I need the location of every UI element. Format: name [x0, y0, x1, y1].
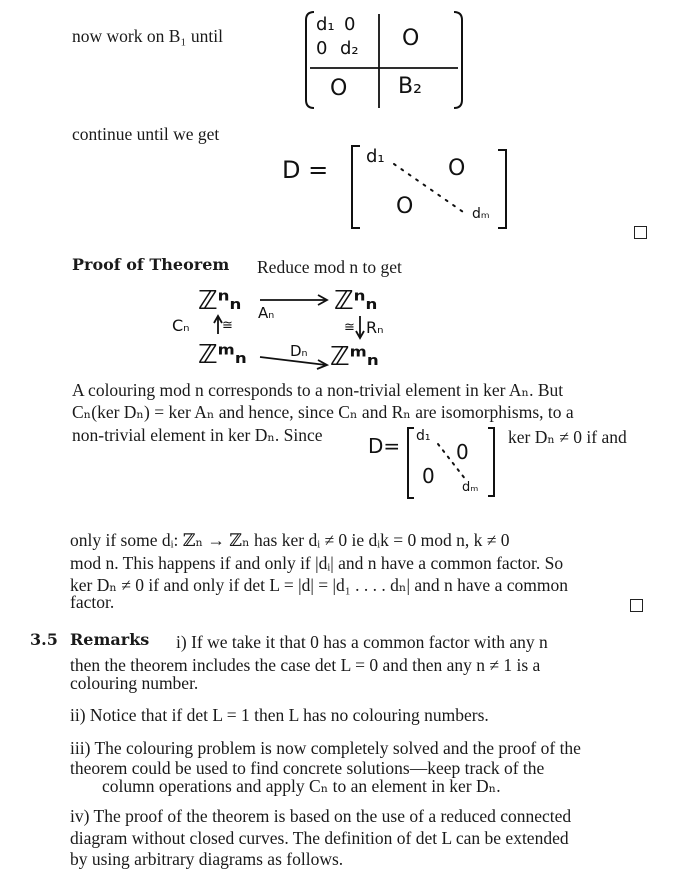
line-continue: continue until we get [72, 124, 220, 144]
proof-para2-line2: mod n. This happens if and only if |dᵢ| and n have a common factor. So [70, 553, 564, 573]
remark-4-line2: diagram without closed curves. The definition of det L can be extended [70, 828, 569, 848]
matrix-d1: d₁ [316, 14, 335, 35]
diag-dm: dₘ [472, 206, 490, 222]
qed-box [630, 599, 643, 612]
diag-zero-top-right: O [448, 156, 466, 181]
z-bottom-left: ℤᵐₙ [198, 340, 247, 370]
proof-para2-line3: ker Dₙ ≠ 0 if and only if det L = |d| = |d₁ . . . . dₙ| and n have a common [70, 575, 568, 595]
proof-para2-line4: factor. [70, 592, 115, 612]
remark-2: ii) Notice that if det L = 1 then L has no colouring numbers. [70, 705, 489, 725]
matrix-b2: B₂ [398, 74, 422, 99]
inline-dm: dₘ [462, 480, 479, 495]
remarks-number: 3.5 [30, 630, 58, 649]
iso-left: ≅ [222, 318, 233, 333]
z-top-left: ℤⁿₙ [198, 286, 242, 316]
arrow-label-d: Dₙ [290, 342, 308, 360]
proof-para2-line1: only if some dᵢ: ℤₙ → ℤₙ has ker dᵢ ≠ 0 ie dᵢk = 0 mod n, k ≠ 0 [70, 530, 510, 550]
diagram-arrows [160, 280, 400, 380]
proof-intro: Reduce mod n to get [257, 257, 402, 277]
arrow-label-r: Rₙ [366, 318, 384, 337]
matrix-zero-bottom-left: O [330, 76, 348, 101]
remark-3-line1: iii) The colouring problem is now completely solved and the proof of the [70, 738, 581, 758]
remarks-heading: Remarks [70, 630, 150, 649]
z-top-right: ℤⁿₙ [334, 286, 378, 316]
remark-4-line3: by using arbitrary diagrams as follows. [70, 849, 344, 869]
line-now-work: now work on B₁ until [72, 26, 223, 46]
inline-d1: d₁ [416, 428, 431, 444]
remark-3-line3: column operations and apply Cₙ to an element in ker Dₙ. [102, 776, 501, 796]
remark-1-line1: i) If we take it that 0 has a common factor with any n [176, 632, 548, 652]
inline-zero-bottom-left: 0 [422, 464, 435, 488]
diag-zero-bottom-left: O [396, 194, 414, 219]
proof-para1-line1: A colouring mod n corresponds to a non-trivial element in ker Aₙ. But [72, 380, 564, 400]
remark-1-line2: then the theorem includes the case det L = 0 and then any n ≠ 1 is a [70, 655, 541, 675]
proof-para1-tail: ker Dₙ ≠ 0 if and [508, 427, 627, 447]
arrow-label-a: Aₙ [258, 304, 275, 322]
matrix-d2: d₂ [340, 38, 359, 59]
remark-3-line2: theorem could be used to find concrete solutions—keep track of the [70, 758, 545, 778]
inline-d-equals: D= [368, 434, 401, 458]
qed-box [634, 226, 647, 239]
arrow-label-c: Cₙ [172, 316, 190, 335]
proof-heading: Proof of Theorem [72, 255, 230, 274]
d-equals: D = [282, 156, 329, 184]
matrix-zero-b: 0 [316, 38, 328, 59]
inline-zero-top-right: 0 [456, 440, 469, 464]
proof-para1-line2: Cₙ(ker Dₙ) = ker Aₙ and hence, since Cₙ and Rₙ are isomorphisms, to a [72, 402, 574, 422]
z-bottom-right: ℤᵐₙ [330, 342, 379, 372]
matrix-zero-top-right: O [402, 26, 420, 51]
iso-right: ≅ [344, 320, 355, 335]
matrix-zero-a: 0 [344, 14, 356, 35]
remark-4-line1: iv) The proof of the theorem is based on the use of a reduced connected [70, 806, 572, 826]
remark-1-line3: colouring number. [70, 673, 199, 693]
proof-para1-line3: non-trivial element in ker Dₙ. Since [72, 425, 323, 445]
diag-d1: d₁ [366, 146, 385, 167]
